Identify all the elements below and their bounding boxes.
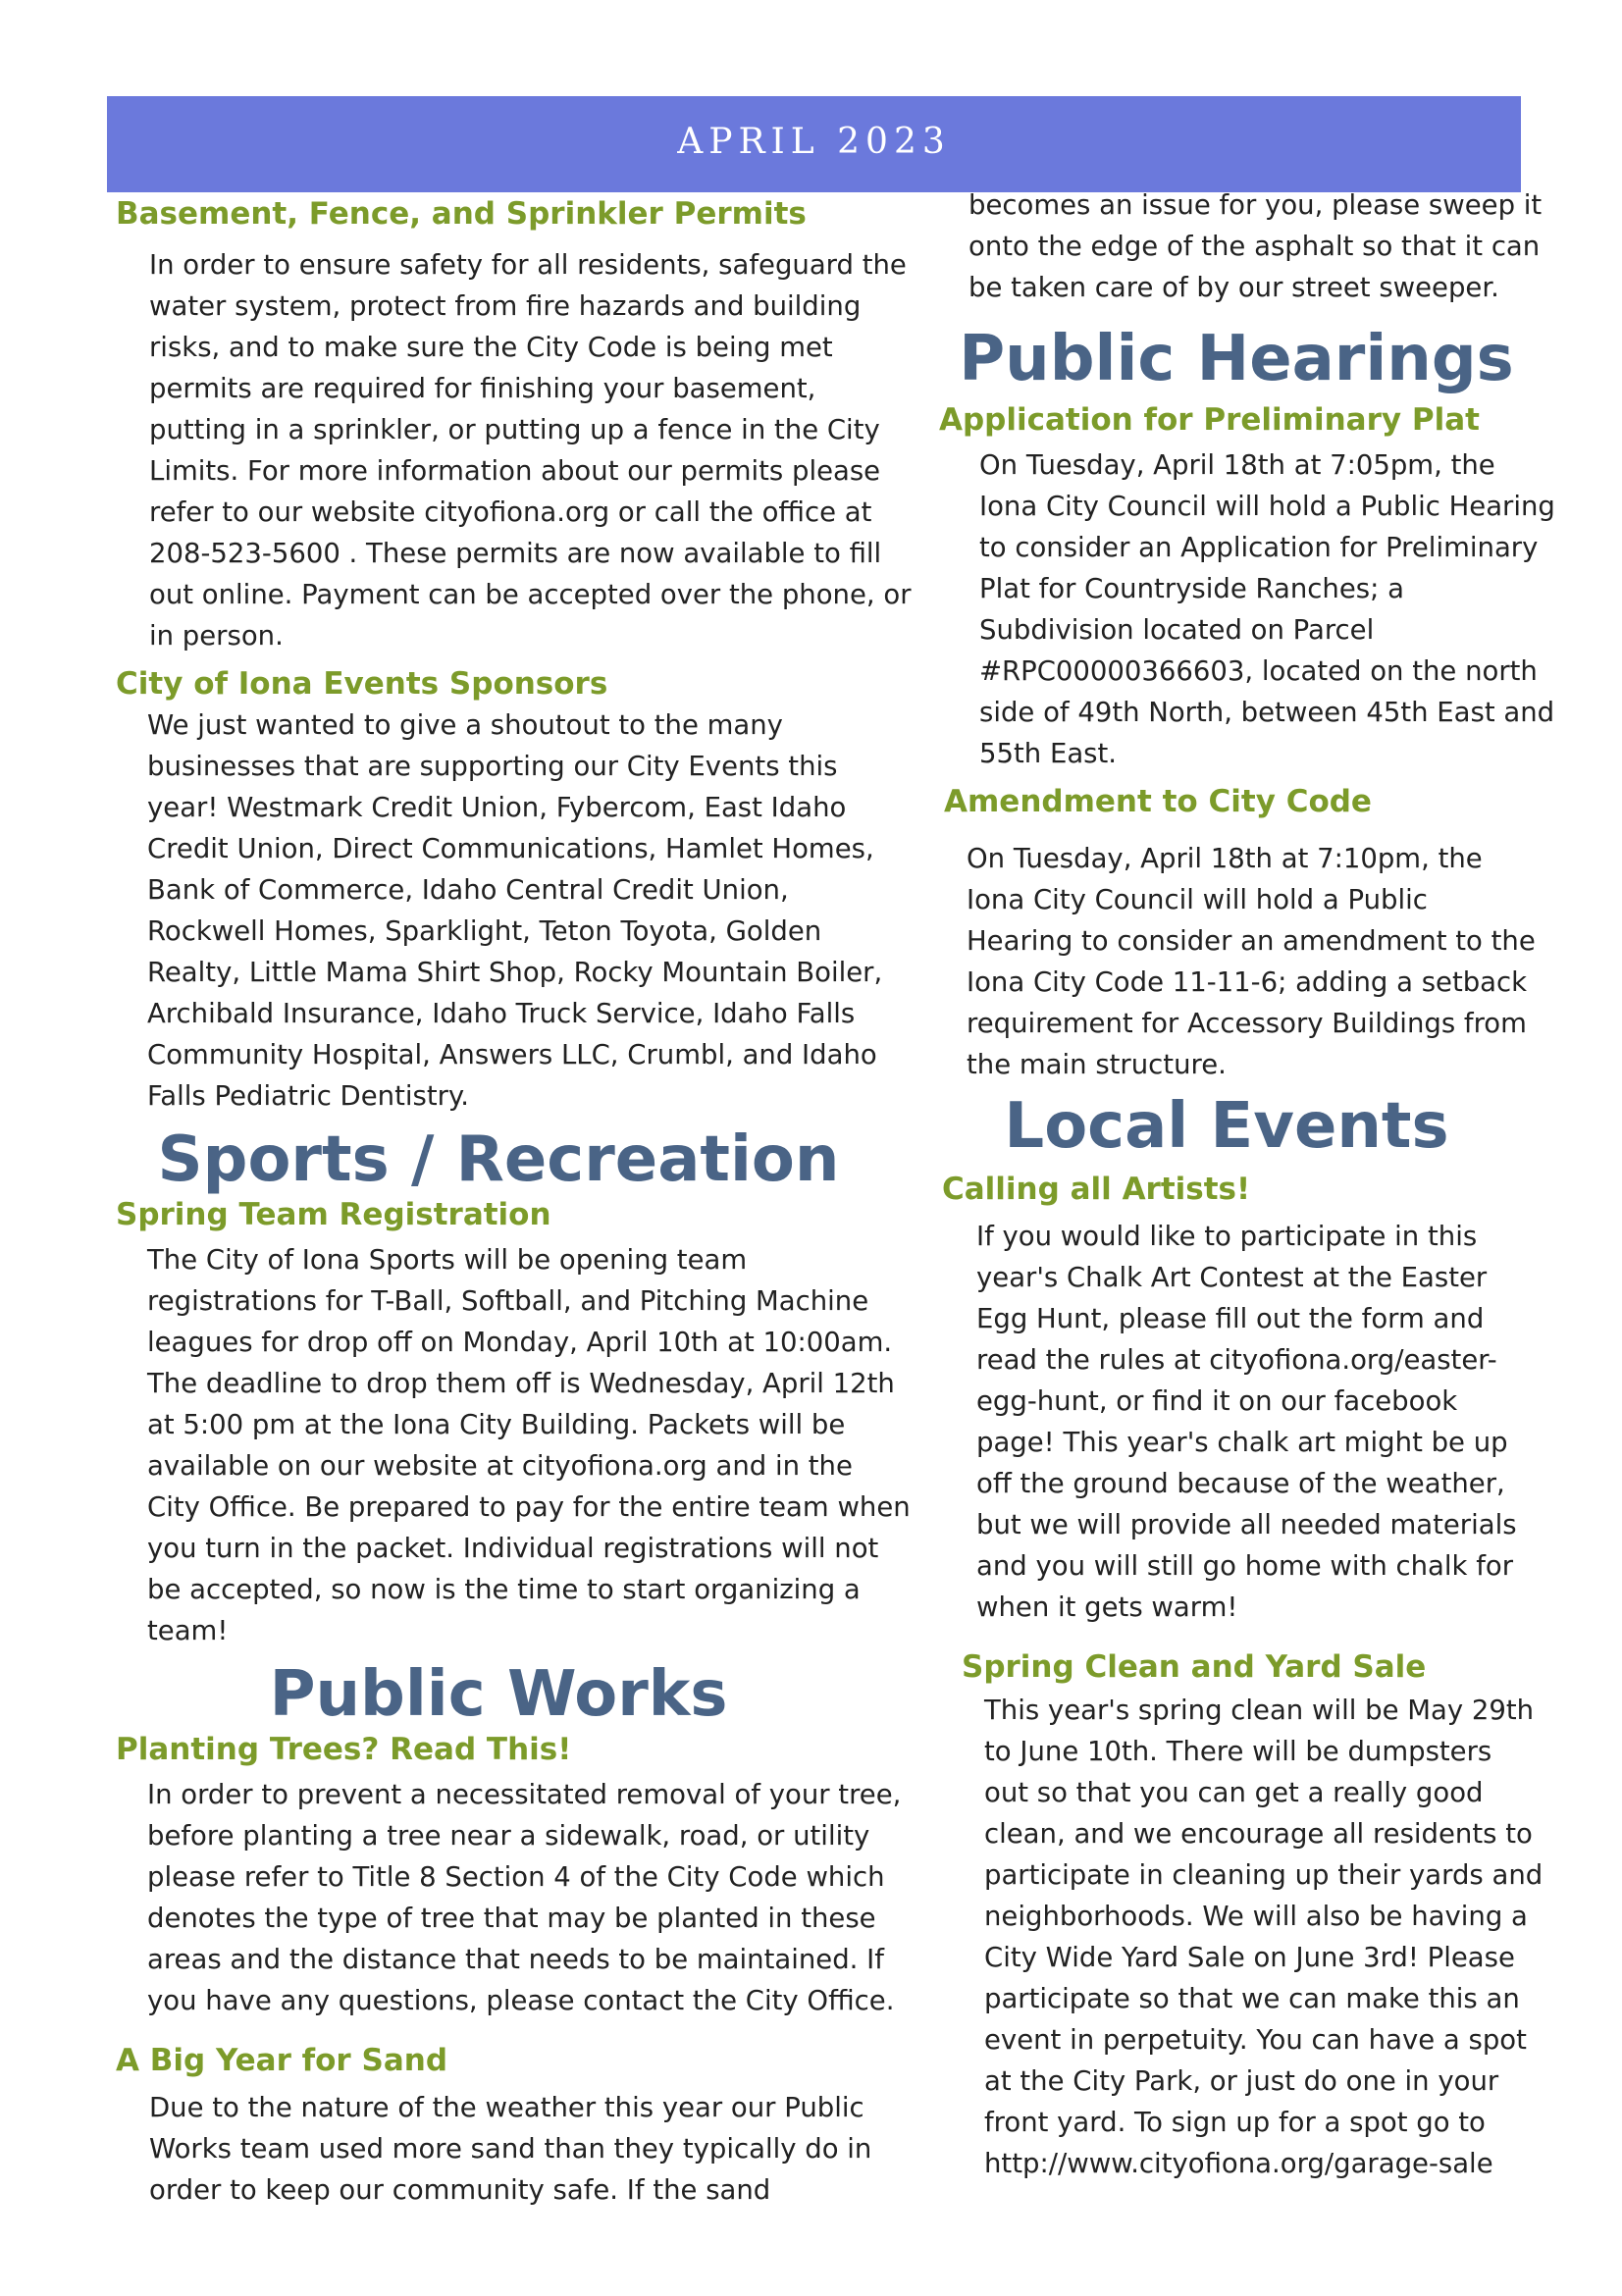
plat-body: On Tuesday, April 18th at 7:05pm, the Iona City Council will hold a Public Hearing to consider an Application for Preliminary Plat for Countryside Ranches; a Subdivision located on Parcel #RPC00000366603, located on the north side of 49th North, between 45th East and 55th East. (979, 448, 1555, 769)
sponsors-body: We just wanted to give a shoutout to the many businesses that are supporting our City Events this year! Westmark Credit Union, Fybercom, East Idaho Credit Union, Direct Communications, Hamlet Homes, Bank of Commerce, Idaho Central Credit Union, Rockwell Homes, Sparklight, Teton Toyota, Golden Realty, Little Mama Shirt Shop, Rocky Mountain Boiler, Archibald Insurance, Idaho Truck Service, Idaho Falls Community Hospital, Answers LLC, Crumbl, and Idaho Falls Pediatric Dentistry. (147, 709, 883, 1113)
permits-body: In order to ensure safety for all residents, safeguard the water system, protect from fire hazards and building risks, and to make sure the City Code is being met permits are required for finishing your basement, putting in a sprinkler, or putting up a fence in the City Limits. For more information about our permits please refer to our website cityofiona.org or call the office at 208-523-5600 . These permits are now available to fill out online. Payment can be accepted over the phone, or in person. (149, 249, 912, 652)
amendment-body: On Tuesday, April 18th at 7:10pm, the Iona City Council will hold a Public Hearing to consider an amendment to the Iona City Code 11-11-6; adding a setback requirement for Accessory Buildings from the main structure. (967, 842, 1536, 1080)
yard-body: This year's spring clean will be May 29th to June 10th. There will be dumpsters out so that you can get a really good clean, and we encourage all residents to participate in cleaning up their yards and neighborhoods. We will also be having a City Wide Yard Sale on June 3rd! Please participate so that we can make this an event in perpetuity. You can have a spot at the City Park, or just do one in your front yard. To sign up for a spot go to http://www.cityofiona.org/garage-sale (984, 1694, 1544, 2179)
sand-body: Due to the nature of the weather this year our Public Works team used more sand than they typically do in order to keep our community safe. If the sand (149, 2092, 872, 2207)
sand-heading: A Big Year for Sand (116, 2042, 448, 2078)
registration-heading: Spring Team Registration (116, 1196, 551, 1232)
artists-heading: Calling all Artists! (942, 1171, 1251, 1207)
yard-heading: Spring Clean and Yard Sale (962, 1648, 1427, 1685)
header-banner (107, 96, 1521, 192)
works-section-title: Public Works (269, 1658, 728, 1732)
trees-body: In order to prevent a necessitated removal of your tree, before planting a tree near a sidewalk, road, or utility please refer to Title 8 Section 4 of the City Code which denotes the type of tree that may be planted in these areas and the distance that needs to be maintained. If you have any questions, please contact the City Office. (147, 1778, 902, 2016)
sand-continued-body: becomes an issue for you, please sweep it onto the edge of the asphalt so that it can be taken care of by our street sweeper. (968, 189, 1543, 303)
right-column (932, 189, 1555, 2184)
plat-heading: Application for Preliminary Plat (939, 401, 1480, 438)
sports-section-title: Sports / Recreation (157, 1123, 840, 1197)
hearings-section-title: Public Hearings (959, 323, 1514, 395)
newsletter-date: APRIL 2023 (677, 122, 951, 162)
trees-heading: Planting Trees? Read This! (116, 1731, 572, 1767)
artists-body: If you would like to participate in this year's Chalk Art Contest at the Easter Egg Hunt, please fill out the form and read the rules at cityofiona.org/easter-egg-hunt, or find it on our facebook page! This year's chalk art might be up off the ground because of the weather, but we will provide all needed materials and you will still go home with chalk for when it gets warm! (976, 1220, 1517, 1623)
events-section-title: Local Events (1004, 1089, 1449, 1163)
amendment-heading: Amendment to City Code (944, 783, 1372, 819)
registration-body: The City of Iona Sports will be opening team registrations for T-Ball, Softball, and Pitching Machine leagues for drop off on Monday, April 10th at 10:00am. The deadline to drop them off is Wednesday, April 12th at 5:00 pm at the Iona City Building. Packets will be available on our website at cityofiona.org and in the City Office. Be prepared to pay for the entire team when you turn in the packet. Individual registrations will not be accepted, so now is the time to start organizing a team! (147, 1244, 911, 1647)
sponsors-heading: City of Iona Events Sponsors (116, 666, 608, 703)
left-column (116, 192, 912, 2211)
permits-heading: Basement, Fence, and Sprinkler Permits (116, 196, 807, 232)
